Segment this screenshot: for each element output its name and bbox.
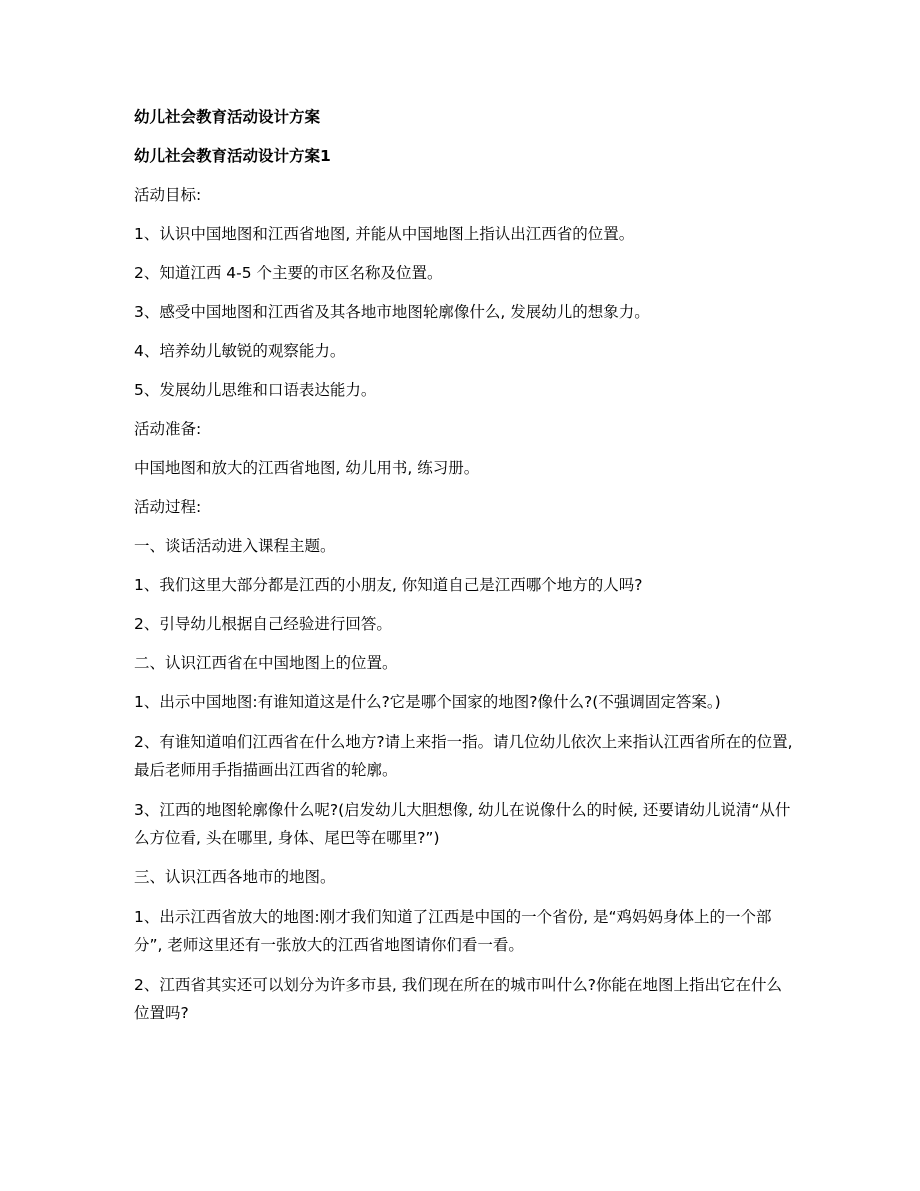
document-page [134, 104, 794, 1039]
paragraph: 2、江西省其实还可以划分为许多市县, 我们现在所在的城市叫什么?你能在地图上指出它在什么位置吗? [134, 976, 782, 1022]
paragraph: 二、认识江西省在中国地图上的位置。 [134, 654, 398, 672]
section-label-process: 活动过程: [134, 498, 202, 516]
paragraph: 4、培养幼儿敏锐的观察能力。 [134, 342, 346, 360]
paragraph: 1、出示中国地图:有谁知道这是什么?它是哪个国家的地图?像什么?(不强调固定答案。) [134, 693, 721, 711]
paragraph: 3、感受中国地图和江西省及其各地市地图轮廓像什么, 发展幼儿的想象力。 [134, 303, 650, 321]
paragraph: 1、认识中国地图和江西省地图, 并能从中国地图上指认出江西省的位置。 [134, 225, 635, 243]
paragraph: 中国地图和放大的江西省地图, 幼儿用书, 练习册。 [134, 459, 480, 477]
document-subtitle: 幼儿社会教育活动设计方案1 [134, 147, 331, 165]
section-label-preparation: 活动准备: [134, 420, 202, 438]
paragraph: 2、知道江西 4-5 个主要的市区名称及位置。 [134, 264, 443, 282]
paragraph: 5、发展幼儿思维和口语表达能力。 [134, 381, 377, 399]
section-label-goals: 活动目标: [134, 186, 202, 204]
paragraph: 2、有谁知道咱们江西省在什么地方?请上来指一指。请几位幼儿依次上来指认江西省所在的位置, 最后老师用手指描画出江西省的轮廓。 [134, 733, 793, 779]
paragraph: 一、谈话活动进入课程主题。 [134, 537, 336, 555]
paragraph: 三、认识江西各地市的地图。 [134, 868, 336, 886]
paragraph: 1、出示江西省放大的地图:刚才我们知道了江西是中国的一个省份, 是“鸡妈妈身体上的一个部分”, 老师这里还有一张放大的江西省地图请你们看一看。 [134, 908, 772, 954]
paragraph: 3、江西的地图轮廓像什么呢?(启发幼儿大胆想像, 幼儿在说像什么的时候, 还要请幼儿说清“从什么方位看, 头在哪里, 身体、尾巴等在哪里?”) [134, 801, 791, 847]
paragraph: 1、我们这里大部分都是江西的小朋友, 你知道自己是江西哪个地方的人吗? [134, 576, 643, 594]
paragraph: 2、引导幼儿根据自己经验进行回答。 [134, 615, 392, 633]
document-title: 幼儿社会教育活动设计方案 [134, 108, 321, 126]
